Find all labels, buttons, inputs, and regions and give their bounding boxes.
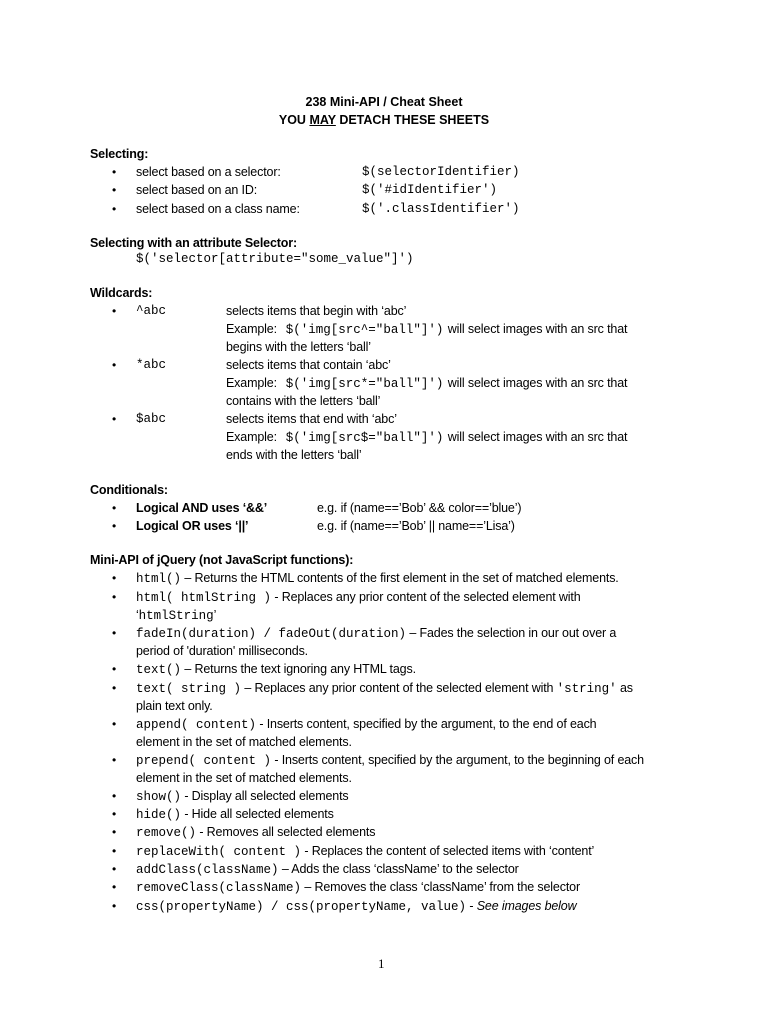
bullet-icon: •	[112, 862, 117, 876]
example-label: Example:	[226, 376, 277, 390]
bullet-icon: •	[112, 626, 117, 640]
bullet-icon: •	[112, 304, 117, 318]
wildcard-code: ^abc	[136, 304, 167, 318]
bullet-icon: •	[112, 899, 117, 913]
api-code: html( htmlString )	[136, 591, 272, 605]
api-item-cont	[136, 606, 216, 625]
wildcard-desc: selects items that end with ‘abc’	[226, 412, 397, 426]
api-item	[136, 823, 375, 842]
page-subtitle	[0, 111, 768, 129]
api-desc: -	[466, 899, 477, 913]
api-desc: - Removes all selected elements	[196, 825, 376, 839]
selecting-label: select based on an ID:	[136, 183, 258, 197]
api-desc: – Fades the selection in our out over a	[406, 626, 617, 640]
api-code: replaceWith( content )	[136, 845, 302, 859]
api-code: fadeIn(duration) / fadeOut(duration)	[136, 627, 407, 641]
section-heading-miniapi: Mini-API of jQuery (not JavaScript functions):	[90, 553, 354, 567]
page-number: 1	[378, 956, 385, 971]
api-note: See images below	[476, 899, 577, 913]
wildcard-cont: begins with the letters ‘ball’	[226, 340, 371, 354]
example-text: will select images with an src that	[447, 376, 628, 390]
api-desc: – Adds the class ‘className’ to the selector	[278, 862, 519, 876]
api-item	[136, 805, 334, 824]
api-desc: – Returns the text ignoring any HTML tags.	[181, 662, 416, 676]
conditional-operator: ‘&&’	[242, 501, 268, 515]
conditional-example: e.g. if (name==’Bob’ && color==’blue’)	[317, 501, 522, 515]
api-item	[136, 624, 616, 643]
api-code: prepend( content )	[136, 754, 272, 768]
api-code: show()	[136, 790, 182, 804]
api-item	[136, 679, 633, 698]
selecting-code: $('.classIdentifier')	[362, 202, 520, 216]
api-item-cont: element in the set of matched elements.	[136, 735, 352, 749]
api-quote: ’	[213, 608, 217, 622]
bullet-icon: •	[112, 358, 117, 372]
subtitle-text-end: DETACH THESE SHEETS	[335, 113, 490, 127]
api-quote: ‘	[136, 608, 139, 622]
section-heading-wildcards: Wildcards:	[90, 286, 153, 300]
bullet-icon: •	[112, 590, 117, 604]
api-item-cont: period of 'duration' milliseconds.	[136, 644, 308, 658]
bullet-icon: •	[112, 880, 117, 894]
api-code: css(propertyName) / css(propertyName, value)	[136, 900, 467, 914]
example-code: $('img[src$="ball"]')	[285, 431, 444, 445]
api-item	[136, 897, 576, 916]
api-code: append( content)	[136, 718, 257, 732]
example-label: Example:	[226, 430, 277, 444]
api-code: text()	[136, 663, 182, 677]
api-item-cont: element in the set of matched elements.	[136, 771, 352, 785]
bullet-icon: •	[112, 501, 117, 515]
conditional-operator: ‘||’	[235, 519, 249, 533]
api-item	[136, 569, 619, 588]
wildcard-code: $abc	[136, 412, 167, 426]
api-code: html()	[136, 572, 182, 586]
example-text: will select images with an src that	[447, 322, 628, 336]
wildcard-desc: selects items that begin with ‘abc’	[226, 304, 407, 318]
wildcard-cont: ends with the letters ‘ball’	[226, 448, 362, 462]
api-desc: - Replaces any prior content of the selected element with	[271, 590, 581, 604]
api-desc: - Inserts content, specified by the argument, to the end of each	[256, 717, 597, 731]
selecting-code: $('#idIdentifier')	[362, 183, 498, 197]
section-heading-selecting: Selecting:	[90, 147, 149, 161]
api-desc: – Removes the class ‘className’ from the selector	[301, 880, 580, 894]
bullet-icon: •	[112, 717, 117, 731]
bullet-icon: •	[112, 844, 117, 858]
section-heading-attribute: Selecting with an attribute Selector:	[90, 236, 297, 250]
subtitle-emphasis: MAY	[309, 113, 336, 127]
api-desc: – Replaces any prior content of the selected element with	[241, 681, 557, 695]
conditional-label	[136, 517, 248, 535]
bullet-icon: •	[112, 202, 117, 216]
api-desc: - Inserts content, specified by the argument, to the beginning of each	[271, 753, 644, 767]
attribute-code: $('selector[attribute="some_value"]')	[136, 252, 414, 266]
api-item	[136, 660, 416, 679]
example-label: Example:	[226, 322, 277, 336]
bullet-icon: •	[112, 681, 117, 695]
api-code: remove()	[136, 826, 197, 840]
conditional-example: e.g. if (name==’Bob’ || name==’Lisa’)	[317, 519, 515, 533]
bullet-icon: •	[112, 789, 117, 803]
wildcard-example	[226, 428, 627, 447]
wildcard-example	[226, 320, 627, 339]
selecting-code: $(selectorIdentifier)	[362, 165, 520, 179]
api-code: text( string )	[136, 682, 242, 696]
api-desc: - Display all selected elements	[181, 789, 349, 803]
bullet-icon: •	[112, 519, 117, 533]
wildcard-desc: selects items that contain ‘abc’	[226, 358, 391, 372]
bullet-icon: •	[112, 807, 117, 821]
bullet-icon: •	[112, 753, 117, 767]
api-item	[136, 787, 349, 806]
api-item	[136, 588, 581, 607]
bullet-icon: •	[112, 825, 117, 839]
selecting-label: select based on a class name:	[136, 202, 300, 216]
subtitle-text: YOU	[278, 113, 310, 127]
api-item-cont: plain text only.	[136, 699, 213, 713]
example-code: $('img[src*="ball"]')	[285, 377, 444, 391]
api-item	[136, 878, 580, 897]
api-item	[136, 860, 519, 879]
api-code: 'string'	[556, 682, 617, 696]
api-item	[136, 751, 644, 770]
example-code: $('img[src^="ball"]')	[285, 323, 444, 337]
section-heading-conditionals: Conditionals:	[90, 483, 168, 497]
api-desc: - Hide all selected elements	[181, 807, 334, 821]
api-desc: – Returns the HTML contents of the first element in the set of matched elements.	[181, 571, 619, 585]
bullet-icon: •	[112, 571, 117, 585]
api-code: removeClass(className)	[136, 881, 302, 895]
api-item	[136, 842, 594, 861]
api-desc: as	[616, 681, 633, 695]
conditional-label-text: Logical OR uses	[136, 519, 236, 533]
api-code: addClass(className)	[136, 863, 279, 877]
wildcard-cont: contains with the letters ‘ball’	[226, 394, 381, 408]
bullet-icon: •	[112, 183, 117, 197]
api-desc: - Replaces the content of selected items with ‘content’	[301, 844, 595, 858]
conditional-label-text: Logical AND uses	[136, 501, 243, 515]
bullet-icon: •	[112, 662, 117, 676]
api-item	[136, 715, 597, 734]
page-title: 238 Mini-API / Cheat Sheet	[305, 95, 463, 109]
bullet-icon: •	[112, 165, 117, 179]
wildcard-example	[226, 374, 627, 393]
conditional-label	[136, 499, 267, 517]
api-code: htmlString	[138, 609, 214, 623]
api-code: hide()	[136, 808, 182, 822]
bullet-icon: •	[112, 412, 117, 426]
wildcard-code: *abc	[136, 358, 167, 372]
selecting-label: select based on a selector:	[136, 165, 281, 179]
example-text: will select images with an src that	[447, 430, 628, 444]
